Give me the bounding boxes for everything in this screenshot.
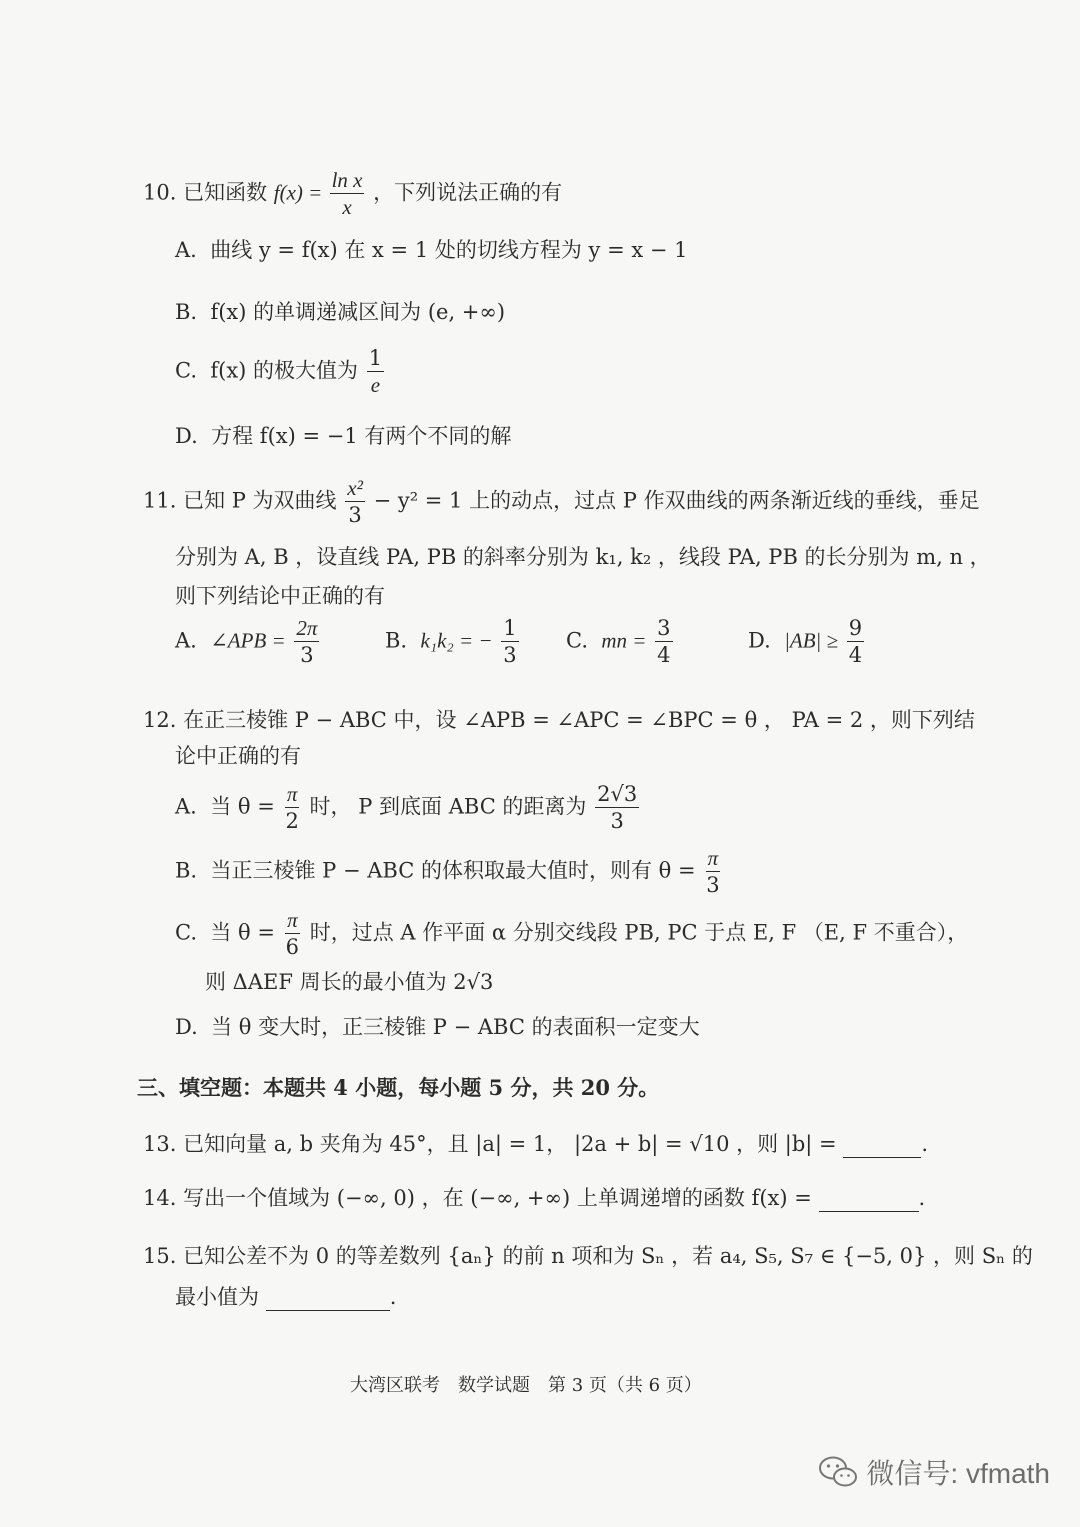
section-title: 三、填空题：本题共 4 小题，每小题 5 分，共 20 分。 [137,1075,660,1100]
q11-a-pre: ∠APB = [210,628,286,653]
q11-option-b [385,618,521,666]
q11-c-num: 3 [657,616,671,640]
q12-b-pre: 当正三棱锥 P − ABC 的体积取最大值时，则有 θ = [210,858,696,883]
q12-b-num: π [707,846,719,870]
q13-line [143,1130,928,1158]
q11-d-label: D. [748,628,771,653]
q10-b-label: B. [175,300,198,324]
q11-d-pre: |AB| ≥ [784,628,839,653]
q11-d-fraction [847,618,864,666]
q12-c-label: C. [175,920,197,945]
q12-d-text: 当 θ 变大时，正三棱锥 P − ABC 的表面积一定变大 [211,1015,700,1039]
q11-c-label: C. [566,628,588,653]
q12-line2: 论中正确的有 [175,744,301,768]
q11-c-fraction [655,618,672,666]
q12-option-b [175,848,724,896]
q13-post: . [921,1132,929,1156]
q12-option-a [175,784,641,832]
q12-d-label: D. [175,1015,198,1039]
q11-d-den: 4 [848,643,863,667]
q12-option-c [175,910,968,958]
q12-a-num2: 2√3 [597,782,638,806]
q10-stem: 10. 已知函数 f(x) = $\frac{\text{ln x}}{x}$ ，下列说法正确的有 [143,168,563,219]
wechat-icon [818,1455,858,1489]
q11-b-label: B. [385,628,408,653]
q11-a-den: 3 [300,643,314,667]
q13-answer-blank[interactable] [843,1135,921,1158]
q11-b-num: 1 [503,616,517,640]
q11-d-num: 9 [848,616,863,640]
q10-option-b [175,298,505,326]
q10-c-text: f(x) 的极大值为 [210,358,359,383]
q10-option-c [175,348,386,396]
q15-line1: 15. 已知公差不为 0 的等差数列 {aₙ} 的前 n 项和为 Sₙ ，若 a₄, S₅, S₇ ∈ {−5, 0} ，则 Sₙ 的 [143,1244,1033,1268]
q11-line2: 分别为 A, B ，设直线 PA, PB 的斜率分别为 k₁, k₂ ，线段 PA, PB 的长分别为 m, n ， [175,545,991,569]
page-footer: 大湾区联考 数学试题 第 3 页（共 6 页） [350,1375,702,1396]
q10-b-text: f(x) 的单调递减区间为 (e, +∞) [210,300,506,324]
q11-line1-post: − y² = 1 上的动点，过点 P 作双曲线的两条渐近线的垂线，垂足 [373,488,980,513]
q11-frac-num: x² [347,476,363,500]
q12-option-d [175,1013,700,1041]
q10-c-fraction [367,348,384,396]
q12-b-label: B. [175,858,198,883]
q10-frac-num: ln x [331,168,363,192]
q12-a-pre: 当 θ = [210,794,275,819]
q11-b-pre: k₁k₂ = − [420,628,493,653]
q10-fraction [330,170,365,218]
q12-c-num: π [287,908,298,932]
q12-c-line2: 则 ΔAEF 周长的最小值为 2√3 [205,970,494,994]
q11-a-fraction [294,618,319,666]
q15-answer-blank[interactable] [266,1288,390,1311]
q10-stem-post: ，下列说法正确的有 [373,180,563,205]
q12-a-mid: 时， P 到底面 ABC 的距离为 [309,794,587,819]
q12-a-fraction2 [595,784,639,832]
q12-c-den: 6 [285,935,300,959]
q10-option-d [175,422,511,450]
q13-text: 13. 已知向量 a, b 夹角为 45°，且 |a| = 1， |2a + b| = √10 ，则 |b| = [143,1132,837,1156]
q14-answer-blank[interactable] [819,1189,919,1212]
q11-fraction [345,478,365,526]
q12-a-den: 2 [285,809,299,833]
q11-option-c [566,618,675,666]
q11-a-label: A. [175,628,197,653]
q11-line1 [143,478,980,526]
q10-d-label: D. [175,424,198,448]
q14-text: 14. 写出一个值域为 (−∞, 0) ，在 (−∞, +∞) 上单调递增的函数 f(x) = [143,1186,812,1210]
q11-a-num: 2π [296,616,318,640]
q15-post: . [389,1285,397,1309]
q10-d-text: 方程 f(x) = −1 有两个不同的解 [211,424,512,448]
q15-line2 [175,1283,396,1311]
q14-line [143,1184,925,1212]
q11-c-pre: mn = [601,628,647,653]
q10-c-num: 1 [368,346,383,370]
q11-b-den: 3 [503,643,517,667]
q10-a-text: 曲线 y = f(x) 在 x = 1 处的切线方程为 y = x − 1 [210,238,688,262]
q10-frac-den: x [342,195,352,219]
q10-stem-pre: 10. 已知函数 [143,180,268,205]
q12-line1: 12. 在正三棱锥 P − ABC 中，设 ∠APB = ∠APC = ∠BPC = θ ， PA = 2 ，则下列结 [143,708,975,732]
q12-c-post: 时，过点 A 作平面 α 分别交线段 PB, PC 于点 E, F （E, F 不重合）， [309,920,969,945]
q11-b-fraction [501,618,518,666]
q11-line3: 则下列结论中正确的有 [175,584,385,608]
q12-c-fraction [284,910,301,958]
q15-line2-pre: 最小值为 [175,1285,259,1309]
q12-b-fraction [704,848,721,896]
q10-c-den: e [370,373,381,397]
q12-a-den2: 3 [610,809,624,833]
q11-frac-den: 3 [348,503,362,527]
watermark [818,1452,1050,1492]
q10-c-label: C. [175,358,197,383]
q11-c-den: 4 [657,643,671,667]
q14-post: . [918,1186,926,1210]
watermark-text: 微信号: vfmath [866,1458,1050,1489]
q12-b-den: 3 [706,873,720,897]
q11-option-d [748,618,866,666]
q10-option-a [175,236,688,264]
q10-a-label: A. [175,238,197,262]
q12-c-pre: 当 θ = [210,920,275,945]
q12-a-num: π [286,782,298,806]
q12-a-label: A. [175,794,197,819]
q11-line1-pre: 11. 已知 P 为双曲线 [143,488,337,513]
q11-option-a [175,618,321,666]
q12-a-fraction [283,784,300,832]
